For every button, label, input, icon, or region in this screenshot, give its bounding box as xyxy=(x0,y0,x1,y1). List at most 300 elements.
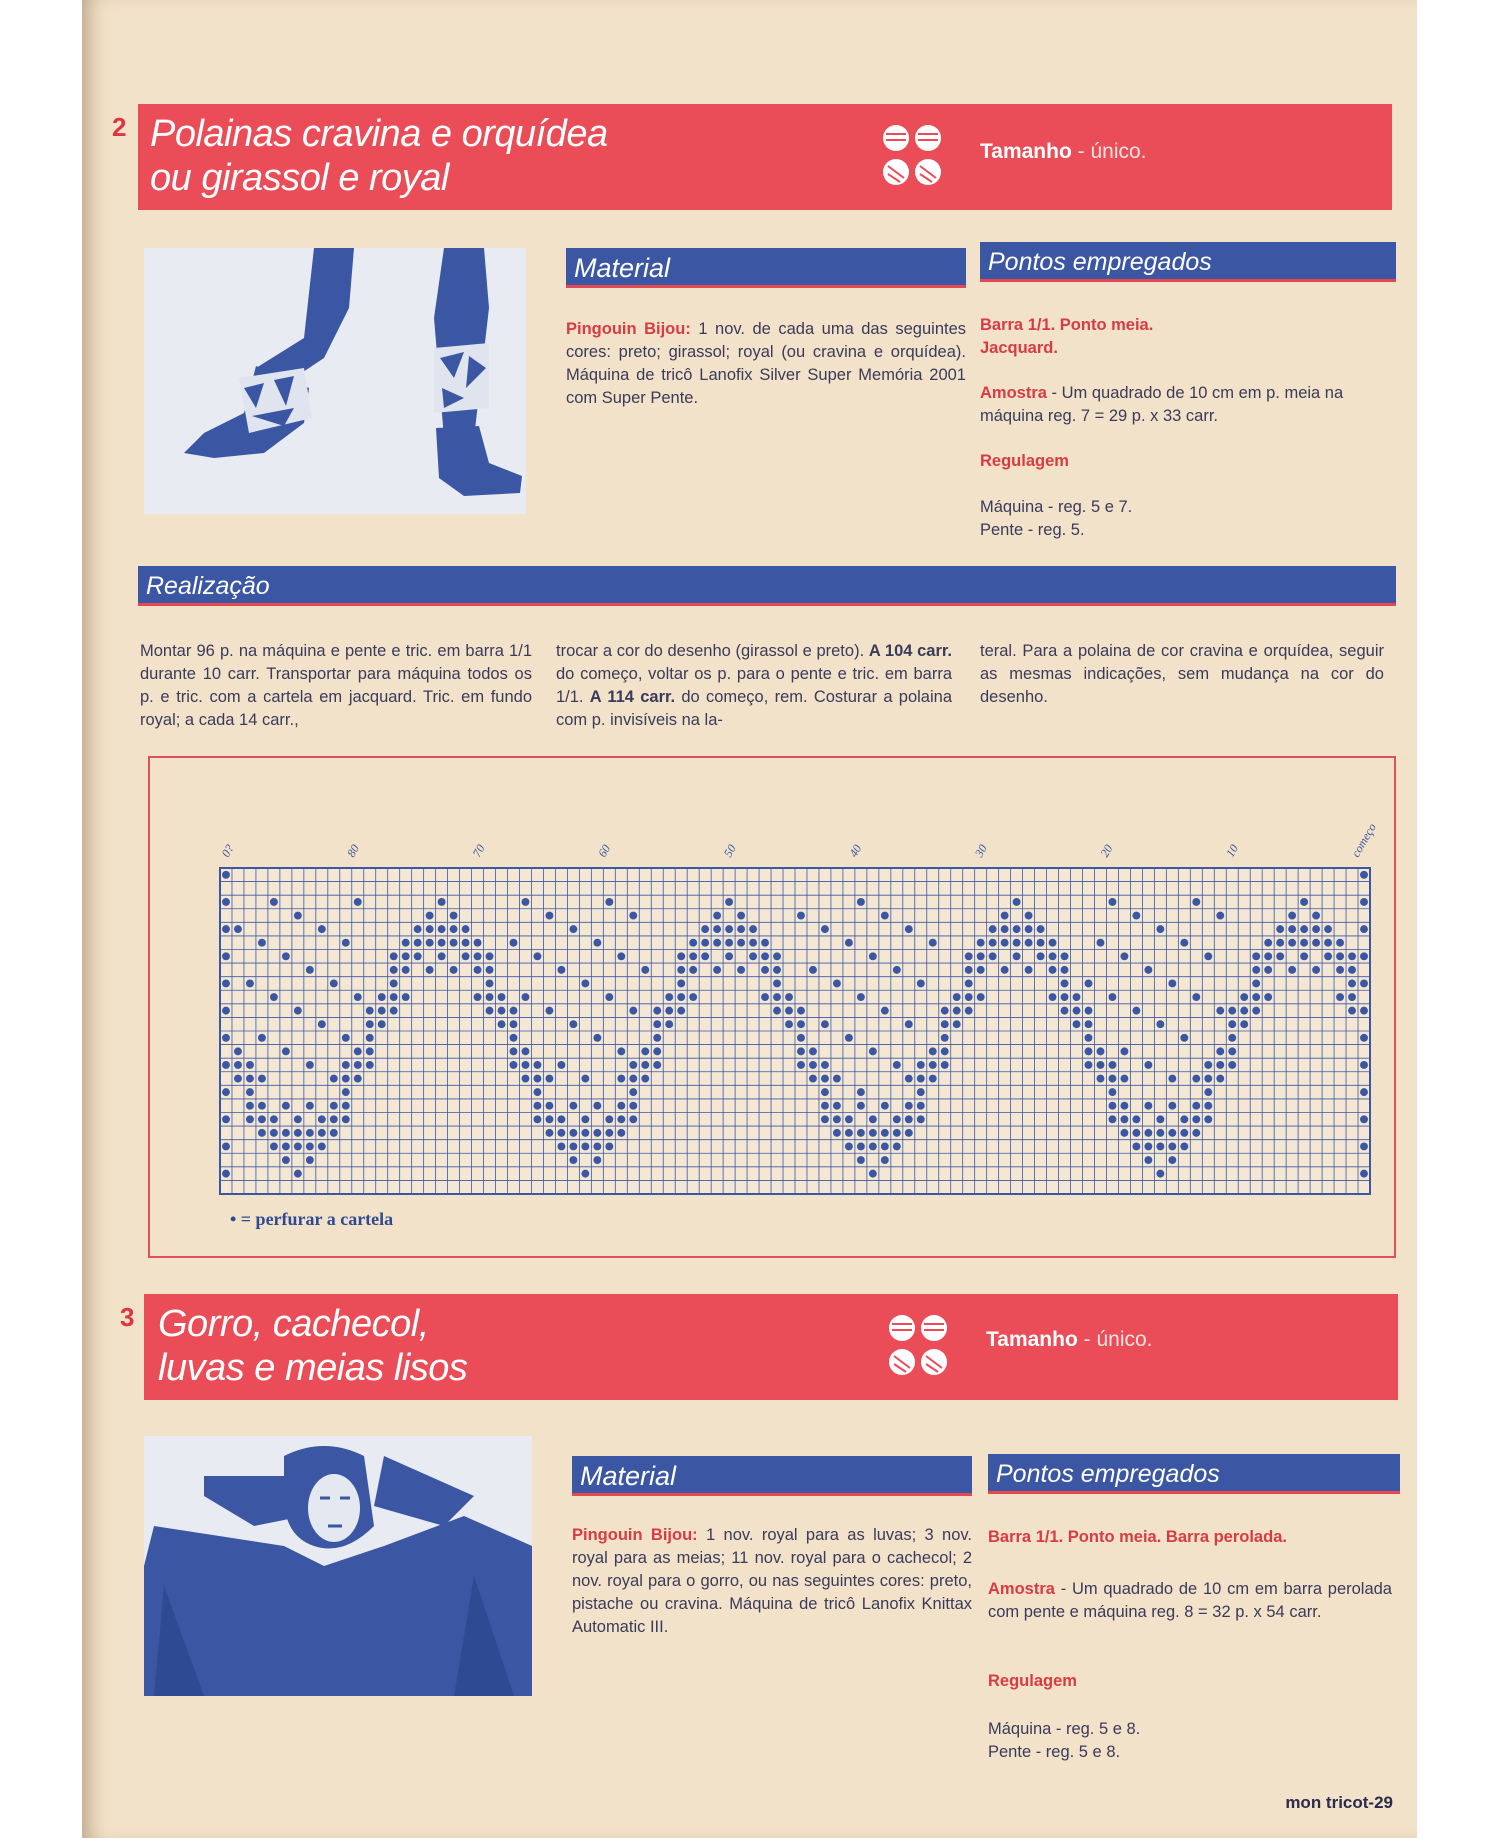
section-2-amostra xyxy=(980,382,1392,428)
punch-dot xyxy=(438,939,446,947)
punch-dot xyxy=(450,912,458,920)
punch-dot xyxy=(1180,1034,1188,1042)
punch-dot xyxy=(701,952,709,960)
punch-dot xyxy=(378,1020,386,1028)
punch-dot xyxy=(510,1061,518,1069)
punch-dot xyxy=(1252,1007,1260,1015)
punch-dot xyxy=(1252,952,1260,960)
punch-dot xyxy=(1037,939,1045,947)
punch-dot xyxy=(366,1061,374,1069)
punch-dot xyxy=(1025,912,1033,920)
punch-dot xyxy=(330,1129,338,1137)
punch-dot xyxy=(1324,952,1332,960)
material-body: 1 nov. de cada uma das seguintes cores: preto; girassol; royal (ou cravina e orquídea). Máquina de tricô Lanofix Silver Super Memória 2001 com Super Pente. xyxy=(566,320,967,407)
punch-dot xyxy=(569,1102,577,1110)
punch-dot xyxy=(569,1156,577,1164)
punch-dot xyxy=(977,939,985,947)
punch-dot xyxy=(557,1143,565,1151)
punch-dot xyxy=(1312,966,1320,974)
punch-dot xyxy=(857,1102,865,1110)
punch-dot xyxy=(1360,1061,1368,1069)
punch-dot xyxy=(1288,966,1296,974)
punch-dot xyxy=(953,1020,961,1028)
punch-dot xyxy=(1168,1102,1176,1110)
punch-dot xyxy=(689,966,697,974)
punch-dot xyxy=(1240,993,1248,1001)
punch-dot xyxy=(1192,993,1200,1001)
punch-dot xyxy=(641,1047,649,1055)
punch-dot xyxy=(1085,1061,1093,1069)
punch-dot xyxy=(414,925,422,933)
punch-dot xyxy=(306,1143,314,1151)
punch-dot xyxy=(1049,993,1057,1001)
jacquard-chart xyxy=(150,758,1394,1256)
punch-dot xyxy=(941,1061,949,1069)
punch-dot xyxy=(354,1061,362,1069)
punch-dot xyxy=(689,993,697,1001)
punch-dot xyxy=(1192,1129,1200,1137)
punch-dot xyxy=(749,939,757,947)
punch-dot xyxy=(474,939,482,947)
punch-dot xyxy=(749,952,757,960)
section-3-regulagem-maquina: Máquina - reg. 5 e 8. xyxy=(988,1720,1141,1738)
punch-dot xyxy=(1061,1007,1069,1015)
punch-dot xyxy=(438,925,446,933)
punch-dot xyxy=(929,939,937,947)
section-3-banner xyxy=(144,1294,1398,1400)
punch-dot xyxy=(1001,939,1009,947)
punch-dot xyxy=(809,1061,817,1069)
punch-dot xyxy=(234,925,242,933)
punch-dot xyxy=(977,993,985,1001)
punch-dot xyxy=(1156,1020,1164,1028)
punch-dot xyxy=(1240,1020,1248,1028)
punch-dot xyxy=(1049,952,1057,960)
punch-dot xyxy=(426,939,434,947)
punch-dot xyxy=(354,898,362,906)
punch-dot xyxy=(378,993,386,1001)
punch-dot xyxy=(845,939,853,947)
punch-dot xyxy=(869,952,877,960)
section-2-regulagem-pente: Pente - reg. 5. xyxy=(980,521,1085,539)
punch-dot xyxy=(1108,1102,1116,1110)
punch-dot xyxy=(450,966,458,974)
punch-dot xyxy=(617,1115,625,1123)
punch-dot xyxy=(1204,1115,1212,1123)
punch-dot xyxy=(234,1061,242,1069)
punch-dot xyxy=(282,1102,290,1110)
punch-dot xyxy=(390,952,398,960)
punch-dot xyxy=(450,939,458,947)
punch-dot xyxy=(222,952,230,960)
punch-dot xyxy=(713,966,721,974)
punch-dot xyxy=(390,1007,398,1015)
section-3-material-text xyxy=(572,1524,972,1639)
punch-dot xyxy=(366,1020,374,1028)
punch-dot xyxy=(965,952,973,960)
punch-dot xyxy=(306,966,314,974)
punch-dot xyxy=(605,993,613,1001)
realizacao-col2-d: A 114 carr. xyxy=(589,688,676,706)
punch-dot xyxy=(569,1129,577,1137)
realizacao-column-1: Montar 96 p. na máquina e pente e tric. em barra 1/1 durante 10 carr. Transportar para máquina todos os p. e tric. com a cartela em jacquard. Tric. em fundo royal; a cada 14 carr., xyxy=(140,642,532,729)
punch-dot xyxy=(557,1061,565,1069)
punch-dot xyxy=(1108,1088,1116,1096)
punch-dot xyxy=(593,1129,601,1137)
punch-dot xyxy=(1348,993,1356,1001)
punch-dot xyxy=(306,1061,314,1069)
punch-dot xyxy=(821,1075,829,1083)
column-label: 30 xyxy=(971,842,990,860)
punch-dot xyxy=(1216,1075,1224,1083)
punch-dot xyxy=(737,939,745,947)
punch-dot xyxy=(414,952,422,960)
column-label: começo xyxy=(1348,820,1379,860)
punch-dot xyxy=(1097,1047,1105,1055)
punch-dot xyxy=(222,1061,230,1069)
punch-dot xyxy=(821,1088,829,1096)
punch-dot xyxy=(1013,939,1021,947)
material-brand: Pingouin Bijou: xyxy=(566,320,691,338)
punch-dot xyxy=(1049,966,1057,974)
punch-dot xyxy=(581,1115,589,1123)
punch-dot xyxy=(905,1129,913,1137)
punch-dot xyxy=(522,1075,530,1083)
material-brand: Pingouin Bijou: xyxy=(572,1526,698,1544)
punch-dot xyxy=(474,993,482,1001)
punch-dot xyxy=(845,1143,853,1151)
punch-dot xyxy=(605,1129,613,1137)
size-value: - único. xyxy=(1077,1328,1153,1351)
punch-dot xyxy=(270,898,278,906)
punch-dot xyxy=(1132,1007,1140,1015)
punch-dot xyxy=(1312,925,1320,933)
punch-dot xyxy=(270,1129,278,1137)
punch-dot xyxy=(1192,1102,1200,1110)
punch-dot xyxy=(1001,912,1009,920)
punch-dot xyxy=(282,952,290,960)
punch-dot xyxy=(761,993,769,1001)
punch-dot xyxy=(222,980,230,988)
punch-dot xyxy=(1204,1061,1212,1069)
punch-dot xyxy=(1360,898,1368,906)
section-3-title-line1: Gorro, cachecol, xyxy=(158,1303,429,1345)
punch-dot xyxy=(1348,980,1356,988)
chart-legend: • = perfurar a cartela xyxy=(230,1209,394,1229)
punch-dot xyxy=(833,1102,841,1110)
punch-dot xyxy=(797,912,805,920)
punch-dot xyxy=(390,980,398,988)
legwarmers-photo xyxy=(144,248,526,514)
punch-dot xyxy=(857,1156,865,1164)
punch-dot xyxy=(1001,925,1009,933)
section-3-title xyxy=(158,1302,467,1390)
punch-dot xyxy=(354,993,362,1001)
punch-dot xyxy=(1324,925,1332,933)
punch-dot xyxy=(665,993,673,1001)
punch-dot xyxy=(1073,1020,1081,1028)
punch-dot xyxy=(941,1007,949,1015)
punch-dot xyxy=(629,1115,637,1123)
punch-dot xyxy=(1132,1115,1140,1123)
punch-dot xyxy=(797,1034,805,1042)
punch-dot xyxy=(438,952,446,960)
punch-dot xyxy=(869,1047,877,1055)
punch-dot xyxy=(498,1020,506,1028)
punch-dot xyxy=(593,1034,601,1042)
punch-dot xyxy=(222,1170,230,1178)
punch-dot xyxy=(1025,925,1033,933)
punch-dot xyxy=(258,1102,266,1110)
punch-dot xyxy=(581,1143,589,1151)
punch-dot xyxy=(857,1129,865,1137)
punch-dot xyxy=(929,1061,937,1069)
punch-dot xyxy=(545,1075,553,1083)
punch-dot xyxy=(1192,1075,1200,1083)
section-2-banner xyxy=(138,104,1392,210)
punch-dot xyxy=(641,966,649,974)
punch-dot xyxy=(545,1129,553,1137)
punch-dot xyxy=(294,1170,302,1178)
section-2-title xyxy=(150,112,608,200)
punch-dot xyxy=(1216,1007,1224,1015)
punch-dot xyxy=(426,925,434,933)
punch-dot xyxy=(833,1129,841,1137)
punch-dot xyxy=(1049,939,1057,947)
punch-dot xyxy=(402,939,410,947)
punch-dot xyxy=(1108,898,1116,906)
punch-dot xyxy=(1156,1170,1164,1178)
punch-dot xyxy=(1001,966,1009,974)
punch-dot xyxy=(725,925,733,933)
punch-dot xyxy=(294,1115,302,1123)
punch-dot xyxy=(977,966,985,974)
punch-dot xyxy=(653,1061,661,1069)
punch-dot xyxy=(761,952,769,960)
punch-dot xyxy=(462,952,470,960)
punch-dot xyxy=(1312,912,1320,920)
section-3-size xyxy=(986,1328,1153,1352)
punch-dot xyxy=(701,939,709,947)
punch-dot xyxy=(1061,952,1069,960)
punch-dot xyxy=(773,966,781,974)
punch-dot xyxy=(581,980,589,988)
punch-dot xyxy=(617,1047,625,1055)
punch-dot xyxy=(725,952,733,960)
punch-dot xyxy=(258,1034,266,1042)
punch-dot xyxy=(1097,939,1105,947)
punch-dot xyxy=(1013,925,1021,933)
punch-dot xyxy=(246,1061,254,1069)
column-label: 40 xyxy=(846,842,865,860)
punch-dot xyxy=(677,993,685,1001)
punch-dot xyxy=(342,1115,350,1123)
punch-dot xyxy=(282,1143,290,1151)
punch-dot xyxy=(450,925,458,933)
punch-dot xyxy=(689,952,697,960)
punch-dot xyxy=(1228,1007,1236,1015)
punch-dot xyxy=(1108,1075,1116,1083)
punch-dot xyxy=(677,952,685,960)
punch-dot xyxy=(1097,1061,1105,1069)
punch-dot xyxy=(653,1047,661,1055)
section-3-regulagem-label: Regulagem xyxy=(988,1672,1077,1690)
punch-dot xyxy=(1288,912,1296,920)
section-2-stitches: Barra 1/1. Ponto meia. Jacquard. xyxy=(980,316,1154,357)
punch-dot xyxy=(1228,1047,1236,1055)
punch-dot xyxy=(330,1075,338,1083)
punch-dot xyxy=(1360,952,1368,960)
punch-dot xyxy=(414,939,422,947)
punch-dot xyxy=(833,1115,841,1123)
punch-dot xyxy=(1097,1075,1105,1083)
section-3-material-heading: Material xyxy=(572,1456,972,1496)
punch-dot xyxy=(342,1034,350,1042)
punch-dot xyxy=(1312,939,1320,947)
punch-dot xyxy=(234,1075,242,1083)
punch-dot xyxy=(629,1007,637,1015)
realizacao-column-2 xyxy=(556,640,952,732)
punch-dot xyxy=(629,1061,637,1069)
punch-dot xyxy=(629,1102,637,1110)
punch-dot xyxy=(390,993,398,1001)
punch-dot xyxy=(342,1075,350,1083)
punch-dot xyxy=(761,966,769,974)
punch-dot xyxy=(821,1061,829,1069)
punch-dot xyxy=(977,952,985,960)
yarn-balls-icon xyxy=(878,122,948,192)
punch-dot xyxy=(474,952,482,960)
punch-dot xyxy=(1252,993,1260,1001)
amostra-label: Amostra xyxy=(980,384,1047,402)
punch-dot xyxy=(282,1156,290,1164)
punch-dot xyxy=(905,1102,913,1110)
punch-dot xyxy=(653,1020,661,1028)
punch-dot xyxy=(1204,1075,1212,1083)
punch-dot xyxy=(773,952,781,960)
punch-dot xyxy=(1264,952,1272,960)
amostra-text: - Um quadrado de 10 cm em p. meia na máquina reg. 7 = 29 p. x 33 carr. xyxy=(980,384,1344,425)
punch-dot xyxy=(917,980,925,988)
punch-dot xyxy=(833,980,841,988)
punch-dot xyxy=(486,980,494,988)
punch-dot xyxy=(569,1143,577,1151)
punch-dot xyxy=(1061,993,1069,1001)
punch-dot xyxy=(533,1061,541,1069)
punch-dot xyxy=(486,966,494,974)
punch-dot xyxy=(845,1129,853,1137)
punch-dot xyxy=(773,1007,781,1015)
punch-dot xyxy=(1108,1115,1116,1123)
punch-dot xyxy=(617,952,625,960)
punch-dot xyxy=(342,1088,350,1096)
punch-dot xyxy=(1216,1061,1224,1069)
woman-illustration xyxy=(144,1436,532,1696)
punch-dot xyxy=(653,1034,661,1042)
column-label: 60 xyxy=(595,842,614,860)
punch-dot xyxy=(665,1007,673,1015)
section-2-size xyxy=(980,140,1147,164)
punch-dot xyxy=(881,1102,889,1110)
punch-dot xyxy=(1348,952,1356,960)
punch-dot xyxy=(557,1115,565,1123)
punch-dot xyxy=(1300,925,1308,933)
punch-dot xyxy=(605,1143,613,1151)
punch-dot xyxy=(246,1075,254,1083)
punch-dot xyxy=(869,1129,877,1137)
punch-dot xyxy=(1300,898,1308,906)
section-2-pontos-heading: Pontos empregados xyxy=(980,242,1396,282)
punch-dot xyxy=(965,993,973,1001)
section-3-stitches: Barra 1/1. Ponto meia. Barra perolada. xyxy=(988,1528,1287,1546)
woman-photo xyxy=(144,1436,532,1696)
punch-dot xyxy=(1120,1047,1128,1055)
punch-dot xyxy=(1348,966,1356,974)
punch-dot xyxy=(1300,952,1308,960)
punch-dot xyxy=(881,912,889,920)
yarn-balls-icon xyxy=(884,1312,954,1382)
punch-dot xyxy=(725,939,733,947)
punch-dot xyxy=(402,966,410,974)
punch-dot xyxy=(522,1061,530,1069)
section-2-material-heading: Material xyxy=(566,248,966,288)
realizacao-col2-c: do começo, voltar os p. para o pente e tric. em barra 1/1. xyxy=(556,665,952,706)
punch-dot xyxy=(857,1143,865,1151)
punch-dot xyxy=(522,898,530,906)
column-label: 10 xyxy=(1222,842,1242,860)
punch-dot xyxy=(737,912,745,920)
punch-dot xyxy=(282,1129,290,1137)
realizacao-col2-e: do começo, rem. Costurar a polaina com p. invisíveis na la- xyxy=(556,688,952,729)
punch-dot xyxy=(857,1088,865,1096)
punch-dot xyxy=(1168,980,1176,988)
punch-dot xyxy=(773,993,781,1001)
punch-dot xyxy=(953,1007,961,1015)
punch-dot xyxy=(246,1088,254,1096)
punch-dot xyxy=(989,939,997,947)
punch-dot xyxy=(785,1020,793,1028)
punch-dot xyxy=(809,1075,817,1083)
punch-dot xyxy=(1156,1129,1164,1137)
punch-dot xyxy=(893,966,901,974)
punch-dot xyxy=(510,1020,518,1028)
punch-dot xyxy=(474,966,482,974)
punch-dot xyxy=(1216,912,1224,920)
punch-dot xyxy=(1132,912,1140,920)
punch-dot xyxy=(222,871,230,879)
punch-dot xyxy=(593,1143,601,1151)
punch-dot xyxy=(1360,1088,1368,1096)
punch-dot xyxy=(354,1075,362,1083)
punch-dot xyxy=(665,1020,673,1028)
punch-dot xyxy=(1300,939,1308,947)
section-2-title-line1: Polainas cravina e orquídea xyxy=(150,113,608,155)
punch-dot xyxy=(426,912,434,920)
punch-dot xyxy=(1348,1007,1356,1015)
punch-dot xyxy=(1276,952,1284,960)
punch-dot xyxy=(857,993,865,1001)
punch-dot xyxy=(1025,966,1033,974)
punch-dot xyxy=(605,898,613,906)
punch-dot xyxy=(222,1007,230,1015)
punch-dot xyxy=(330,1115,338,1123)
punch-dot xyxy=(1156,1115,1164,1123)
punch-dot xyxy=(1360,980,1368,988)
punch-dot xyxy=(893,1129,901,1137)
punch-dot xyxy=(617,1102,625,1110)
punch-dot xyxy=(821,925,829,933)
punch-dot xyxy=(1276,939,1284,947)
